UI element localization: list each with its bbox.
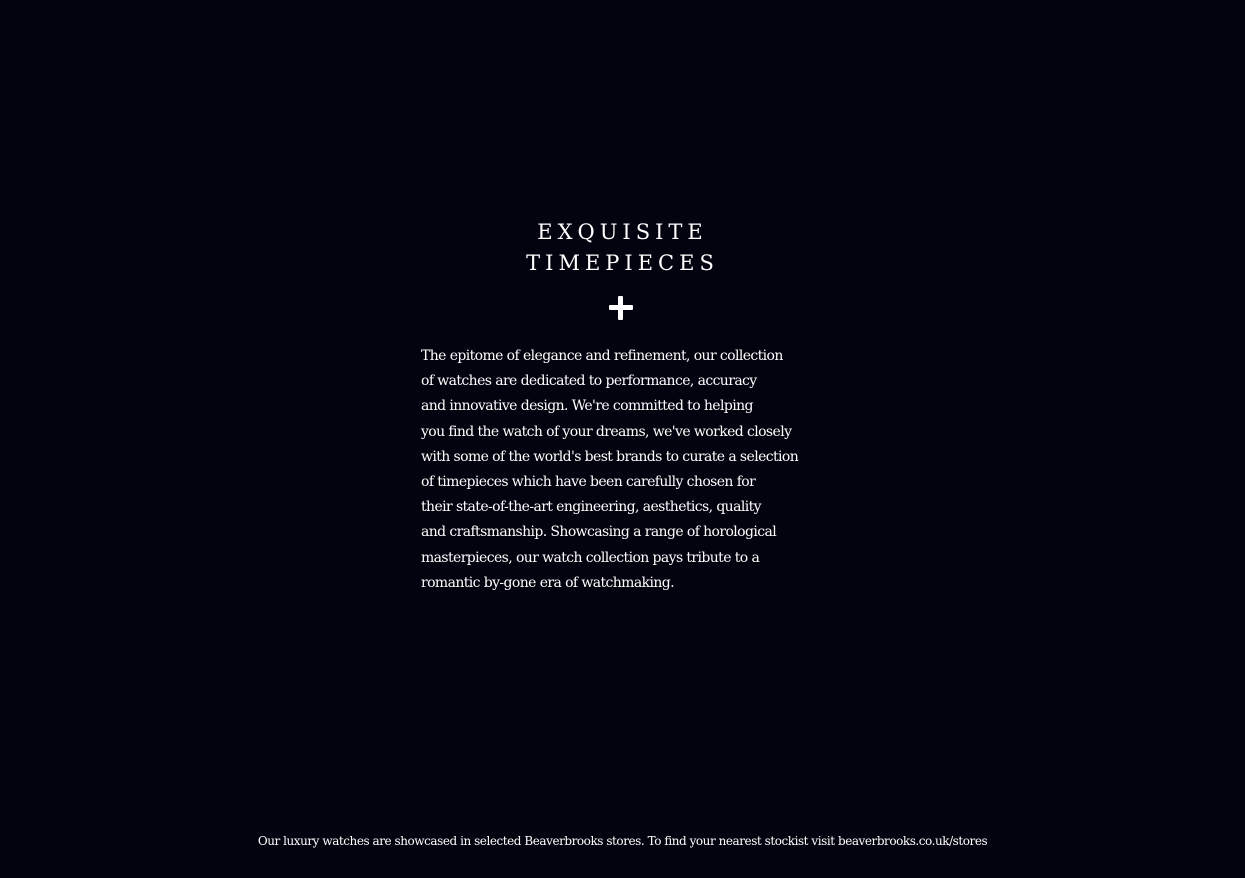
intro-line: and innovative design. We're committed to helping [421,398,753,415]
plus-icon-vertical-bar [618,296,623,320]
page-title-line-2: TIMEPIECES [526,251,719,275]
intro-line: with some of the world's best brands to curate a selection [421,448,799,465]
intro-line: you find the watch of your dreams, we've worked closely [421,423,792,440]
intro-paragraph [421,344,821,596]
page-title-line-1: EXQUISITE [537,220,708,244]
stockist-note: Our luxury watches are showcased in selected Beaverbrooks stores. To find your nearest stockist visit beaverbrooks.co.uk/stores [257,834,988,848]
intro-line: of watches are dedicated to performance, accuracy [421,373,757,390]
intro-line: their state-of-the-art engineering, aesthetics, quality [421,499,761,516]
plus-icon [609,296,633,320]
intro-line: masterpieces, our watch collection pays tribute to a [421,549,760,566]
intro-line: romantic by-gone era of watchmaking. [421,574,674,591]
intro-line: and craftsmanship. Showcasing a range of horological [421,524,777,541]
intro-line: of timepieces which have been carefully chosen for [421,474,756,491]
intro-line: The epitome of elegance and refinement, our collection [421,348,783,364]
